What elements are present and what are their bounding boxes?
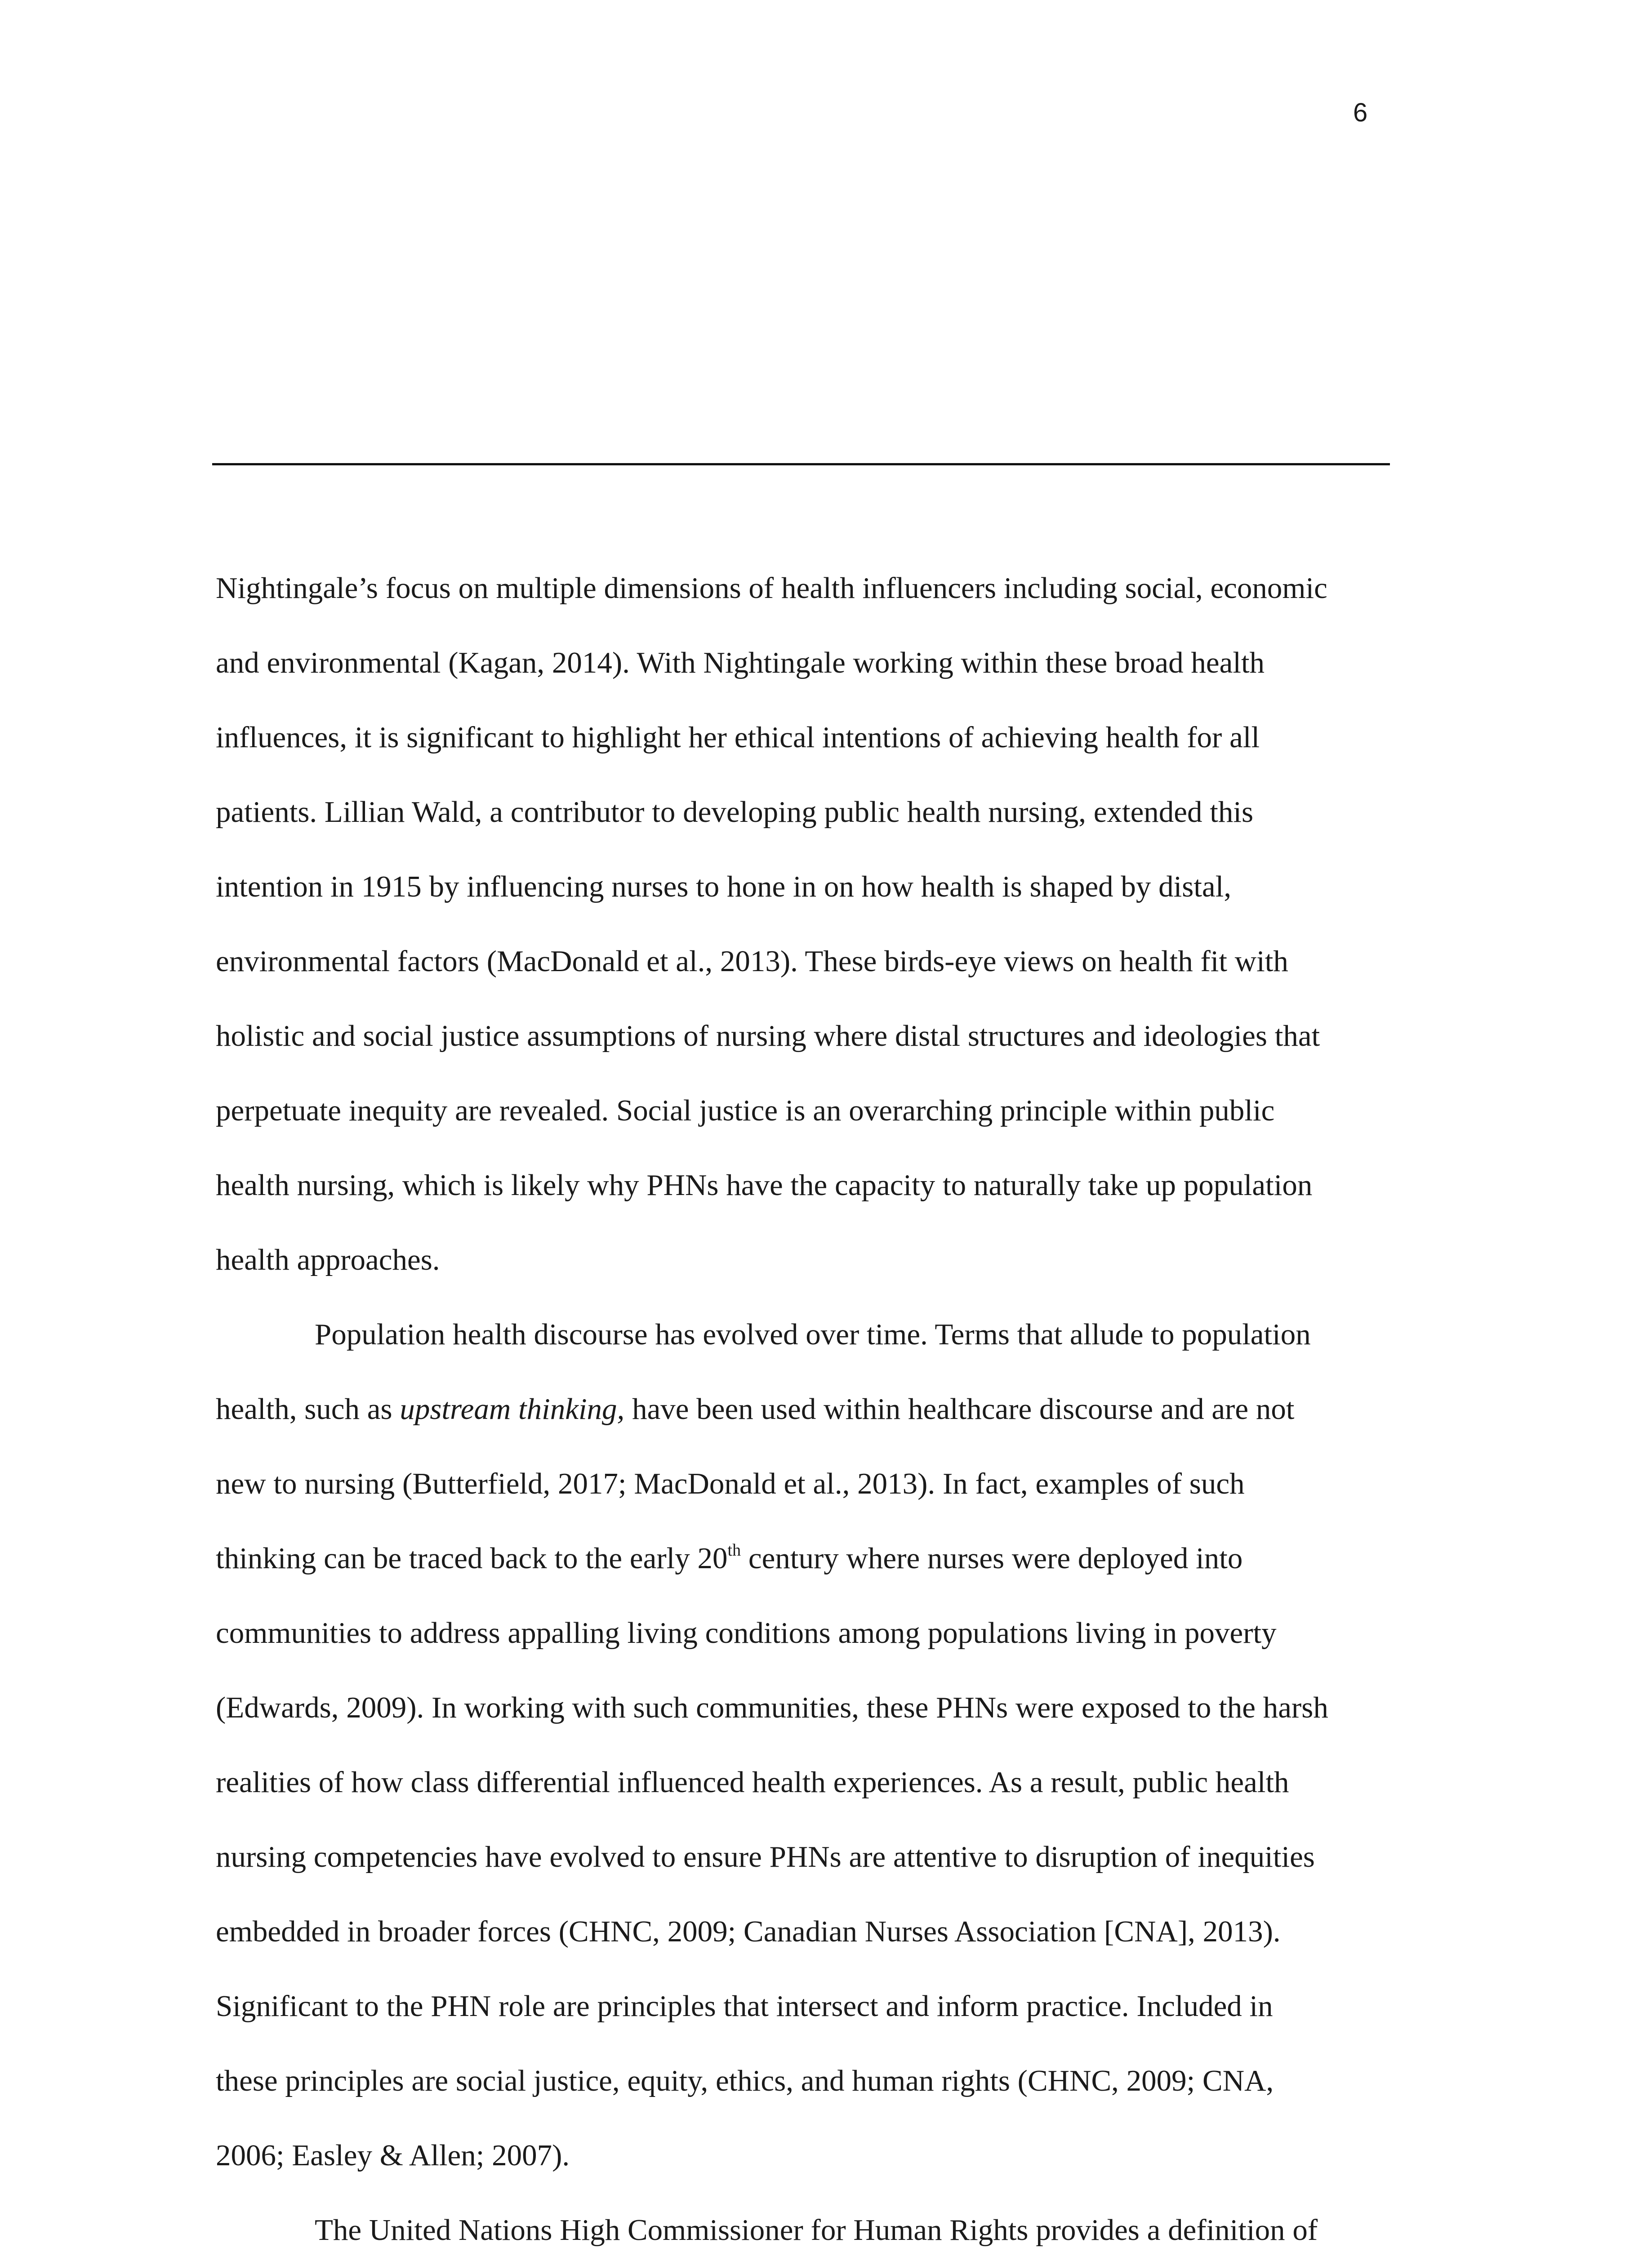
- text-line: Significant to the PHN role are principles that intersect and inform practice. Included in: [216, 1989, 1273, 2023]
- text-run: century where nurses were deployed into: [741, 1542, 1243, 1575]
- header-rule: [212, 463, 1390, 465]
- text-line: environmental factors (MacDonald et al., 2013). These birds-eye views on health fit with: [216, 945, 1288, 978]
- text-line: 2006; Easley & Allen; 2007).: [216, 2139, 570, 2172]
- text-line: holistic and social justice assumptions of nursing where distal structures and ideologies that: [216, 1019, 1320, 1053]
- text-line: and environmental (Kagan, 2014). With Nightingale working within these broad health: [216, 646, 1265, 679]
- text-line: [216, 1372, 1328, 1446]
- text-line: The United Nations High Commissioner for Human Rights provides a definition of: [315, 2213, 1318, 2247]
- text-run: have been used within healthcare discourse and are not: [624, 1392, 1295, 1426]
- page-number: 6: [1353, 98, 1368, 127]
- text-run: thinking can be traced back to the early 20: [216, 1542, 728, 1575]
- body-text: [216, 551, 1328, 2248]
- text-line: (Edwards, 2009). In working with such communities, these PHNs were exposed to the harsh: [216, 1691, 1328, 1724]
- text-line: perpetuate inequity are revealed. Social justice is an overarching principle within public: [216, 1094, 1275, 1127]
- text-line: these principles are social justice, equity, ethics, and human rights (CHNC, 2009; CNA,: [216, 2064, 1274, 2097]
- text-line: Population health discourse has evolved over time. Terms that allude to population: [315, 1318, 1311, 1351]
- italic-term: upstream thinking,: [400, 1392, 625, 1426]
- text-line: communities to address appalling living conditions among populations living in poverty: [216, 1616, 1277, 1650]
- text-line: embedded in broader forces (CHNC, 2009; Canadian Nurses Association [CNA], 2013).: [216, 1915, 1281, 1948]
- text-line: Nightingale’s focus on multiple dimensions of health influencers including social, economic: [216, 571, 1327, 605]
- text-line: [216, 1521, 1328, 1596]
- text-line: patients. Lillian Wald, a contributor to developing public health nursing, extended this: [216, 795, 1254, 829]
- text-line: nursing competencies have evolved to ensure PHNs are attentive to disruption of inequities: [216, 1840, 1315, 1873]
- text-line: intention in 1915 by influencing nurses to hone in on how health is shaped by distal,: [216, 870, 1232, 903]
- text-run: health, such as: [216, 1392, 400, 1426]
- superscript: th: [727, 1541, 741, 1560]
- text-line: new to nursing (Butterfield, 2017; MacDonald et al., 2013). In fact, examples of such: [216, 1467, 1245, 1500]
- text-line: influences, it is significant to highlight her ethical intentions of achieving health for all: [216, 721, 1260, 754]
- text-line: health approaches.: [216, 1243, 440, 1276]
- text-line: health nursing, which is likely why PHNs have the capacity to naturally take up population: [216, 1169, 1313, 1202]
- text-line: realities of how class differential influenced health experiences. As a result, public health: [216, 1766, 1289, 1799]
